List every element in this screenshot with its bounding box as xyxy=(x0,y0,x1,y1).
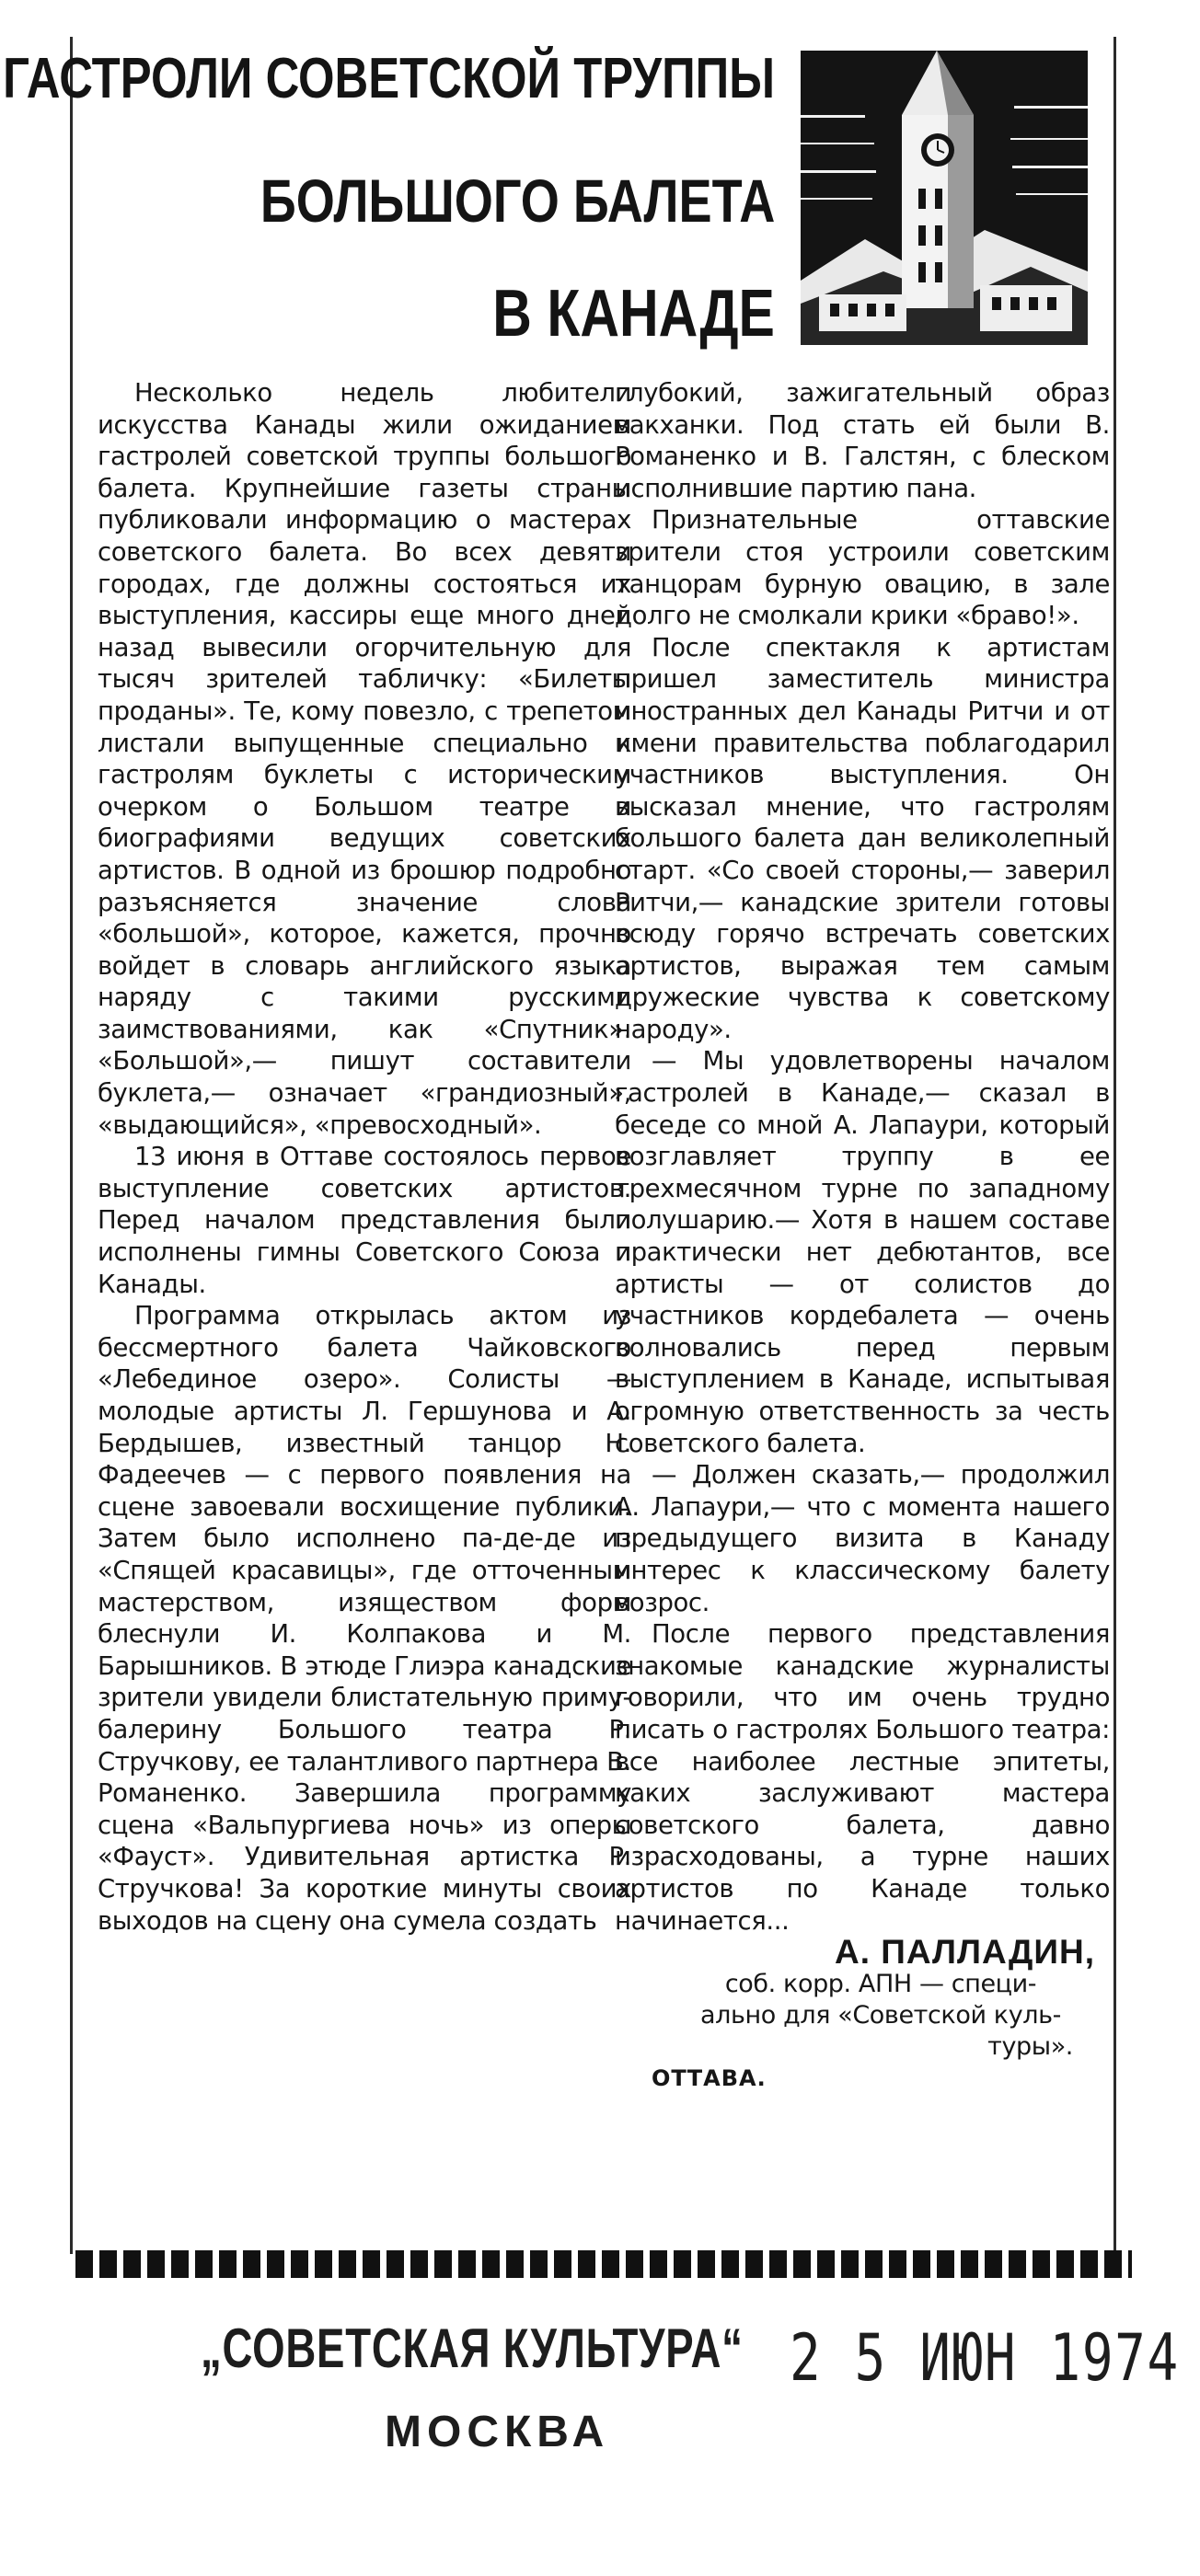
article-paragraph: Несколько недель любители искусства Канады жили ожиданием гастролей советской труппы большого балета. Крупнейшие газеты страны публиковали информацию о мастерах советского балета. Во всех девяти городах, где должны состояться их выступления, кассиры еще много дней назад вывесили огорчительную для тысяч зрителей табличку: «Билеты проданы». Те, кому повезло, с трепетом листали выпущенные специально к гастролям буклеты с историческим очерком о Большом театре и биографиями ведущих советских артистов. В одной из брошюр подробно разъясняется значение слова «большой», которое, кажется, прочно войдет в словарь английского языка наряду с такими русскими заимствованиями, как «Спутник». «Большой»,— пишут составители буклета,— означает «грандиозный», «выдающийся», «превосходный». xyxy=(98,378,631,1140)
clipping-right-edge xyxy=(1113,37,1116,2254)
clock-tower-illustration xyxy=(801,51,1088,345)
stamp-city: МОСКВА xyxy=(385,2408,610,2456)
article-paragraph: После спектакля к артистам пришел заместитель министра иностранных дел Канады Ритчи и от имени правительства поблагодарил участников выступления. Он высказал мнение, что гастролям большого балета дан великолепный старт. «Со своей стороны,— заверил Ритчи,— канадские зрители готовы всюду горячо встречать советских артистов, выражая тем самым дружеские чувства к советскому народу». xyxy=(615,632,1110,1044)
article-paragraph: После первого представления знакомые канадские журналисты говорили, что им очень трудно писать о гастролях Большого театра: все наиболее лестные эпитеты, каких заслуживают мастера советского балета, давно израсходованы, а турне наших артистов по Канаде только начинается... xyxy=(615,1619,1110,1936)
article-paragraph: 13 июня в Оттаве состоялось первое выступление советских артистов. Перед началом представления были исполнены гимны Советского Союза и Канады. xyxy=(98,1142,631,1299)
article-paragraph: глубокий, зажигательный образ вакханки. Под стать ей были В. Романенко и В. Галстян, с блеском исполнившие партию пана. xyxy=(615,378,1110,503)
clipping-left-edge xyxy=(70,37,73,2254)
article-paragraph: Признательные оттавские зрители стоя устроили советским танцорам бурную овацию, в зале долго не смолкали крики «браво!». xyxy=(615,505,1110,631)
headline-line-3: В КАНАДЕ xyxy=(492,277,775,351)
author-role-line: туры». xyxy=(987,2031,1073,2061)
article-paragraph: Программа открылась актом из бессмертного балета Чайковского «Лебединое озеро». Солисты — молодые артисты Л. Гершунова и А. Бердышев, известный танцор Н. Фадеечев — с первого появления на сцене завоевали восхищение публики. Затем было исполнено па-де-де из «Спящей красавицы», где отточенным мастерством, изяществом форм блеснули И. Колпакова и М. Барышников. В этюде Глиэра канадские зрители увидели блистательную приму-балерину Большого театра Р. Стручкову, ее талантливого партнера В. Романенко. Завершила программу сцена «Вальпургиева ночь» из оперы «Фауст». Удивительная артистка Р. Стручкова! За короткие минуты своих выходов на сцену она сумела создать xyxy=(98,1301,631,1936)
author-role-line: ально для «Советской куль- xyxy=(700,2000,1061,2030)
stamp-newspaper-name: „СОВЕТСКАЯ КУЛЬТУРА“ xyxy=(201,2317,744,2379)
author-role-line: соб. корр. АПН — специ- xyxy=(724,1969,1037,1998)
bottom-rule xyxy=(75,2250,1132,2278)
article-column-left xyxy=(98,377,631,1937)
dateline-city: ОТТАВА. xyxy=(652,2064,767,2091)
stamp-date: 2 5 ИЮН 1974 xyxy=(790,2320,1180,2396)
headline-line-2: БОЛЬШОГО БАЛЕТА xyxy=(260,167,775,235)
author-name: А. ПАЛЛАДИН, xyxy=(834,1933,1095,1972)
headline-line-1: ГАСТРОЛИ СОВЕТСКОЙ ТРУППЫ xyxy=(3,47,775,110)
article-column-right xyxy=(615,377,1110,2094)
article-paragraph: — Должен сказать,— продолжил А. Лапаури,— что с момента нашего предыдущего визита в Канаду интерес к классическому балету возрос. xyxy=(615,1460,1110,1617)
article-paragraph: — Мы удовлетворены началом гастролей в Канаде,— сказал в беседе со мной А. Лапаури, который возглавляет труппу в ее трехмесячном турне по западному полушарию.— Хотя в нашем составе практически нет дебютантов, все артисты — от солистов до участников кордебалета — очень волновались перед первым выступлением в Канаде, испытывая огромную ответственность за честь советского балета. xyxy=(615,1046,1110,1458)
